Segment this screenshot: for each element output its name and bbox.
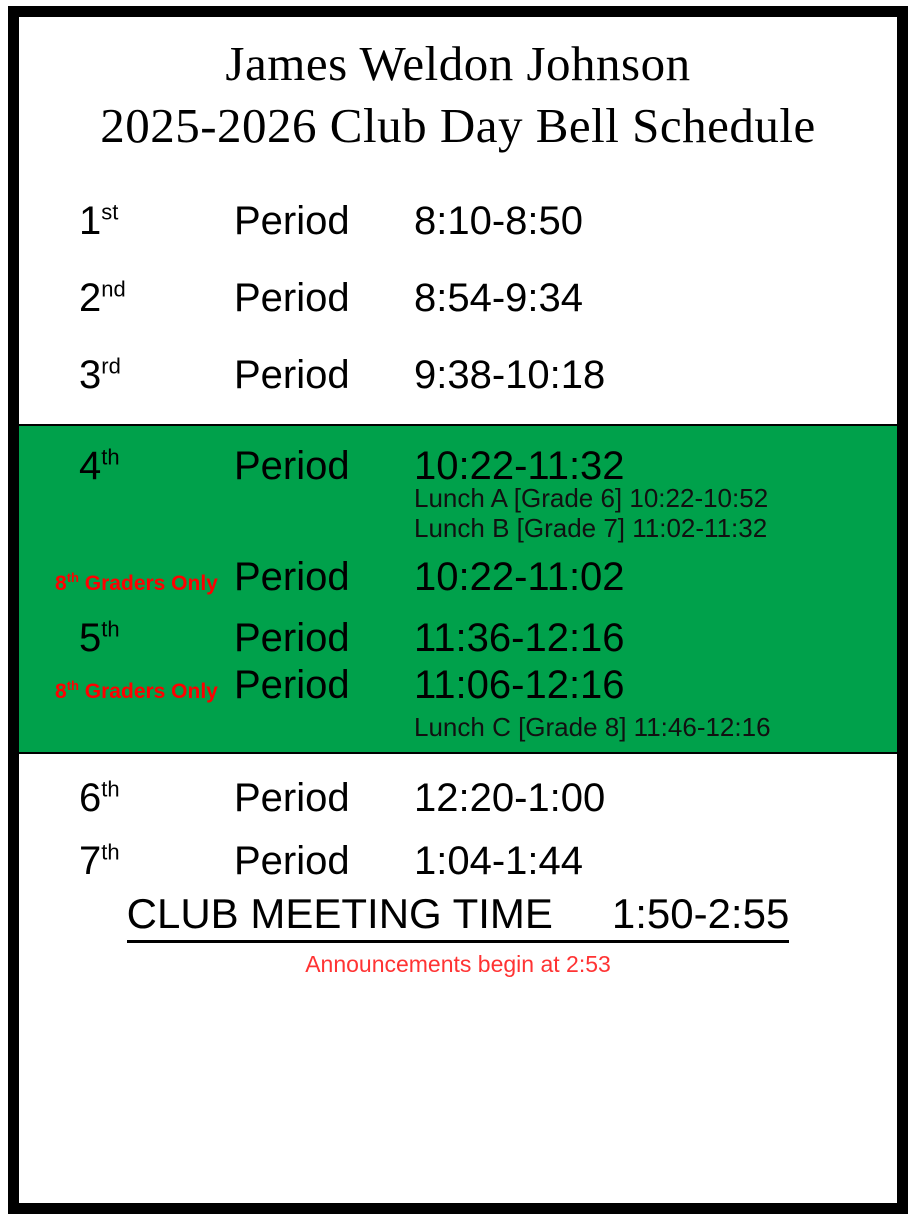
period-label: Period <box>234 199 350 243</box>
period-ordinal <box>19 199 234 244</box>
period-time: 11:36-12:16 <box>414 616 625 660</box>
period-suffix: th <box>101 839 120 865</box>
period-label: Period <box>234 353 350 397</box>
period-ordinal <box>19 276 234 321</box>
eighth-grade-suffix: th <box>66 678 79 693</box>
lunch-b-note: Lunch B [Grade 7] 11:02-11:32 <box>414 513 768 543</box>
period-label: Period <box>234 276 350 320</box>
table-row <box>19 341 897 418</box>
period-suffix: th <box>101 616 120 642</box>
period-number: 1 <box>79 199 102 243</box>
table-row <box>19 187 897 264</box>
period-ordinal <box>19 616 234 661</box>
period-ordinal <box>19 839 234 884</box>
period-label: Period <box>234 663 350 707</box>
period-number: 2 <box>79 276 102 320</box>
lunch-c-note-wrap <box>414 712 897 742</box>
period-time: 8:54-9:34 <box>414 276 584 320</box>
lunch-c-note: Lunch C [Grade 8] 11:46-12:16 <box>414 712 771 742</box>
eighth-grade-rest: Graders Only <box>78 572 218 595</box>
period-suffix: nd <box>101 276 126 302</box>
period-time: 10:22-11:32 <box>414 444 625 488</box>
club-meeting-time: 1:50-2:55 <box>611 890 790 937</box>
period-label: Period <box>234 555 350 599</box>
poster-inner-border <box>17 15 899 1205</box>
period-number: 5 <box>79 616 102 660</box>
page-title <box>19 17 897 157</box>
lunch-block <box>19 424 897 754</box>
table-row <box>19 754 897 821</box>
eighth-graders-only-label <box>19 663 234 708</box>
table-row <box>19 264 897 341</box>
period-suffix: th <box>101 776 120 802</box>
period-number: 7 <box>79 839 102 883</box>
eighth-grade-suffix: th <box>66 570 79 585</box>
eighth-grade-number: 8 <box>55 572 67 595</box>
period-label: Period <box>234 839 350 883</box>
period-number: 3 <box>79 353 102 397</box>
period-label: Period <box>234 776 350 820</box>
lunch-notes <box>414 483 897 543</box>
announcement-note: Announcements begin at 2:53 <box>305 951 611 977</box>
school-name: James Weldon Johnson <box>225 36 691 91</box>
period-time: 1:04-1:44 <box>414 839 584 883</box>
table-row <box>19 821 897 884</box>
eighth-grade-number: 8 <box>55 680 67 703</box>
period-label: Period <box>234 616 350 660</box>
period-suffix: rd <box>101 353 121 379</box>
poster-outer-border <box>8 6 908 1214</box>
period-suffix: st <box>101 199 119 225</box>
period-ordinal <box>19 353 234 398</box>
period-time: 12:20-1:00 <box>414 776 606 820</box>
period-time: 9:38-10:18 <box>414 353 606 397</box>
eighth-graders-only-label <box>19 555 234 600</box>
table-row <box>19 661 897 708</box>
period-time: 8:10-8:50 <box>414 199 584 243</box>
period-time: 11:06-12:16 <box>414 663 625 707</box>
club-meeting-row <box>19 890 897 943</box>
period-ordinal <box>19 776 234 821</box>
period-label: Period <box>234 444 350 488</box>
schedule-subtitle: 2025-2026 Club Day Bell Schedule <box>100 98 816 153</box>
lunch-a-note: Lunch A [Grade 6] 10:22-10:52 <box>414 483 769 513</box>
schedule-rows <box>19 187 897 978</box>
table-row <box>19 442 897 489</box>
period-number: 4 <box>79 444 102 488</box>
eighth-grade-rest: Graders Only <box>78 680 218 703</box>
period-number: 6 <box>79 776 102 820</box>
table-row <box>19 600 897 661</box>
period-time: 10:22-11:02 <box>414 555 625 599</box>
period-ordinal <box>19 444 234 489</box>
period-suffix: th <box>101 444 120 470</box>
club-meeting-label: CLUB MEETING TIME <box>126 890 553 937</box>
table-row <box>19 543 897 600</box>
